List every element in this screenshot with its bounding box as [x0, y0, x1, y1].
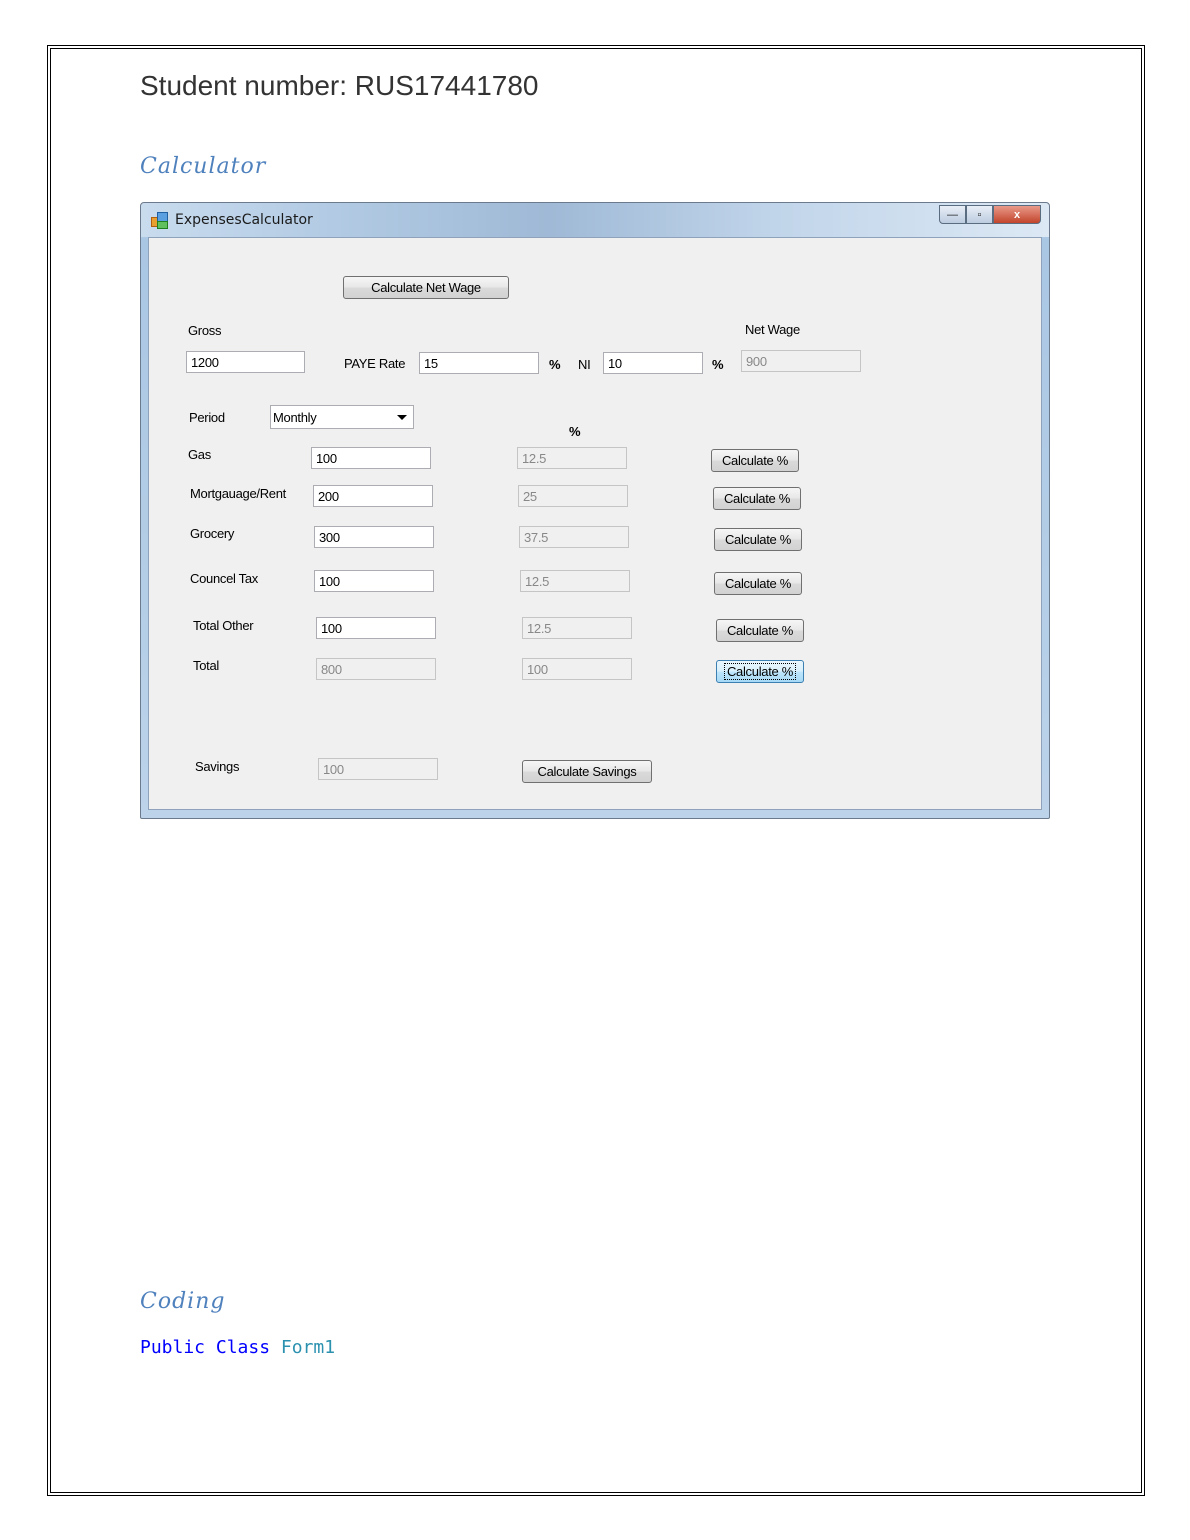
- gas-calculate-percent-button[interactable]: Calculate %: [711, 449, 799, 472]
- row-label-mortgage-rent: Mortgauage/Rent: [190, 486, 286, 501]
- code-class-name: Form1: [280, 1337, 336, 1358]
- ni-percent-symbol: %: [712, 357, 724, 372]
- maximize-button[interactable]: ▫: [966, 205, 993, 224]
- calculator-heading: Calculator: [140, 154, 267, 179]
- period-selected-value: Monthly: [273, 410, 317, 425]
- net-wage-label: Net Wage: [745, 322, 800, 337]
- paye-rate-input[interactable]: 15: [419, 352, 539, 374]
- savings-output: 100: [318, 758, 438, 780]
- gas-percent-output: 12.5: [517, 447, 627, 469]
- total-percent-output: 100: [522, 658, 632, 680]
- row-label-gas: Gas: [188, 447, 211, 462]
- row-label-councel-tax: Councel Tax: [190, 571, 259, 586]
- code-line: [140, 1337, 335, 1358]
- form-client-area: [148, 237, 1042, 810]
- total-other-calculate-percent-button[interactable]: Calculate %: [716, 619, 804, 642]
- row-label-total-other: Total Other: [193, 618, 254, 633]
- minimize-button[interactable]: —: [939, 205, 966, 224]
- app-icon: [151, 212, 167, 228]
- ni-label: NI: [578, 357, 591, 372]
- gas-amount-input[interactable]: 100: [311, 447, 431, 469]
- row-label-grocery: Grocery: [190, 526, 235, 541]
- title-bar[interactable]: [141, 203, 1049, 237]
- councel-tax-percent-output: 12.5: [520, 570, 630, 592]
- savings-label: Savings: [195, 759, 240, 774]
- student-number: Student number: RUS17441780: [140, 70, 539, 101]
- total-other-amount-input[interactable]: 100: [316, 617, 436, 639]
- calculate-net-wage-button[interactable]: Calculate Net Wage: [343, 276, 509, 299]
- row-label-total: Total: [193, 658, 219, 673]
- chevron-down-icon[interactable]: [397, 415, 407, 420]
- period-dropdown[interactable]: [270, 405, 414, 429]
- code-keyword-class: Class: [215, 1337, 271, 1358]
- grocery-amount-input[interactable]: 300: [314, 526, 434, 548]
- mortgage-rent-percent-output: 25: [518, 485, 628, 507]
- mortgage-rent-calculate-percent-button[interactable]: Calculate %: [713, 487, 801, 510]
- code-keyword-public: Public: [140, 1337, 206, 1358]
- grocery-calculate-percent-button[interactable]: Calculate %: [714, 528, 802, 551]
- mortgage-rent-amount-input[interactable]: 200: [313, 485, 433, 507]
- total-calculate-percent-label: Calculate %: [726, 664, 794, 679]
- total-other-percent-output: 12.5: [522, 617, 632, 639]
- percent-column-header: %: [569, 424, 581, 439]
- calculate-savings-button[interactable]: Calculate Savings: [522, 760, 652, 783]
- gross-label: Gross: [188, 323, 222, 338]
- coding-heading: Coding: [140, 1289, 226, 1314]
- total-calculate-percent-button[interactable]: [716, 660, 804, 683]
- window-title: ExpensesCalculator: [175, 212, 313, 228]
- close-button[interactable]: x: [993, 205, 1041, 224]
- expenses-calculator-window: [140, 202, 1050, 819]
- paye-percent-symbol: %: [549, 357, 561, 372]
- ni-input[interactable]: 10: [603, 352, 703, 374]
- period-label: Period: [189, 410, 225, 425]
- gross-input[interactable]: 1200: [186, 351, 305, 373]
- paye-rate-label: PAYE Rate: [344, 356, 406, 371]
- councel-tax-calculate-percent-button[interactable]: Calculate %: [714, 572, 802, 595]
- total-amount-output: 800: [316, 658, 436, 680]
- grocery-percent-output: 37.5: [519, 526, 629, 548]
- councel-tax-amount-input[interactable]: 100: [314, 570, 434, 592]
- net-wage-output: 900: [741, 350, 861, 372]
